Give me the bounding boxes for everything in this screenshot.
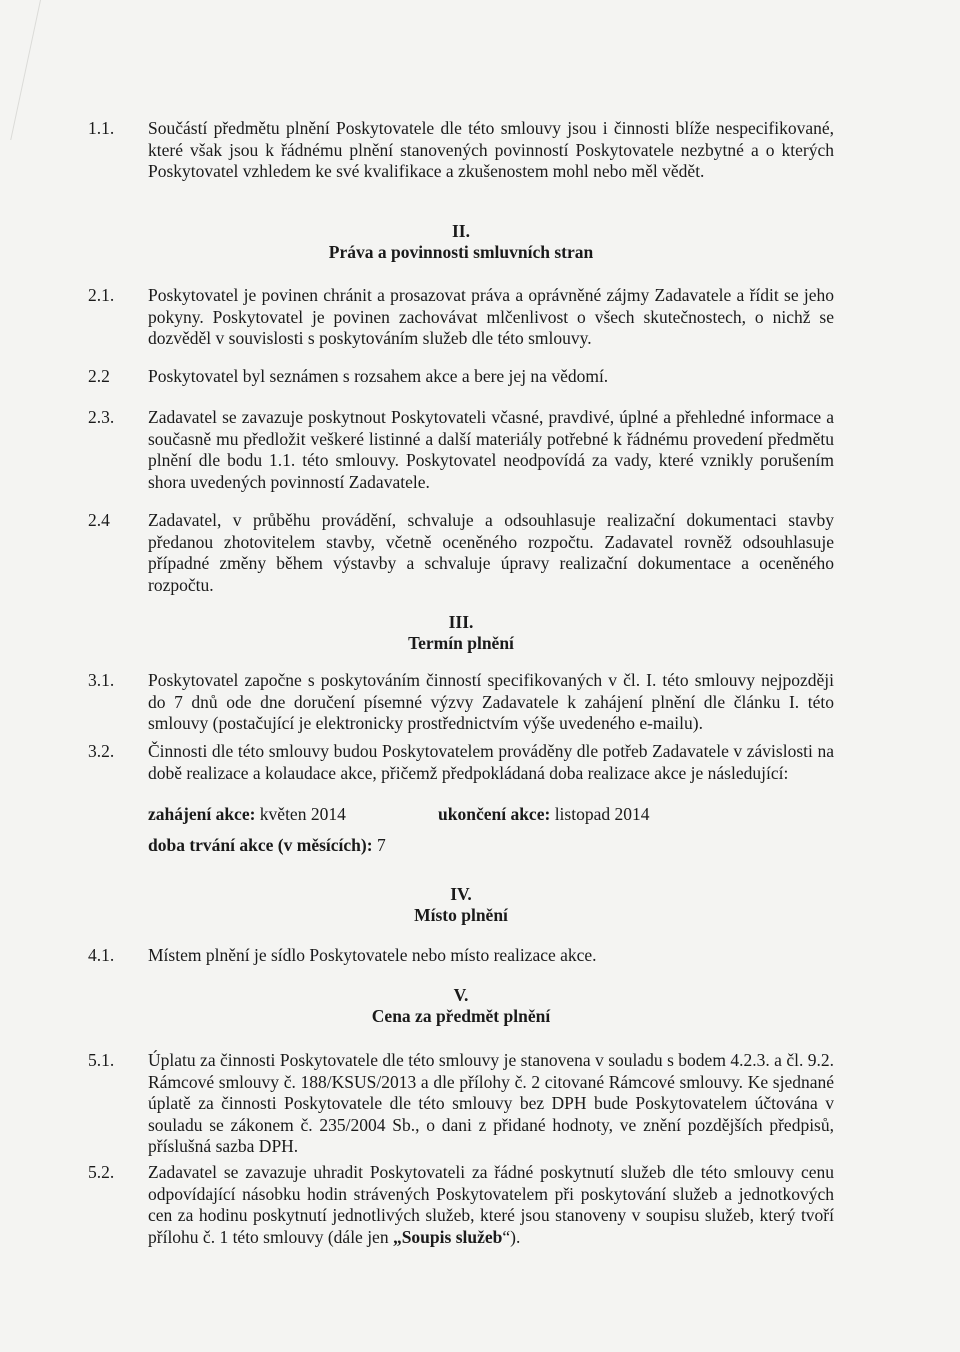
paragraph-number: 4.1.	[88, 945, 115, 965]
paragraph-number: 2.3.	[88, 407, 115, 427]
section-number: II.	[452, 221, 470, 241]
soupis-sluzeb-term: „Soupis služeb	[392, 1226, 503, 1247]
paragraph-number: 2.1.	[88, 285, 115, 305]
section-heading-2	[88, 221, 834, 263]
duration-label: doba trvání akce (v měsících):	[148, 835, 373, 855]
section-title: Místo plnění	[414, 905, 508, 925]
paragraph-2-1	[88, 285, 834, 350]
paragraph-3-2	[88, 741, 834, 784]
paragraph-text: Zadavatel se zavazuje poskytnout Poskytovateli včasné, pravdivé, úplné a přehledné informace a současně mu předložit veškeré listinné a další materiály potřebné k řádnému provedení předmětu plnění dle bodu 1.1. této smlouvy. Poskytovatel neodpovídá za vady, které vznikly porušením shora uvedených povinností Zadavatele.	[148, 407, 834, 492]
start-value: květen 2014	[259, 804, 346, 824]
section-number: IV.	[450, 884, 472, 904]
paragraph-5-2	[88, 1162, 834, 1248]
paragraph-number: 3.1.	[88, 670, 115, 690]
paragraph-3-1	[88, 670, 834, 735]
paragraph-text: Místem plnění je sídlo Poskytovatele nebo místo realizace akce.	[148, 945, 597, 965]
paragraph-text: Činnosti dle této smlouvy budou Poskytovatelem prováděny dle potřeb Zadavatele v závislosti na době realizace a kolaudace akce, přičemž předpokládaná doba realizace akce je následující:	[148, 741, 834, 783]
section-number: III.	[448, 612, 474, 632]
paragraph-5-1	[88, 1050, 834, 1158]
end-label: ukončení akce:	[438, 804, 551, 824]
paragraph-2-2	[88, 366, 834, 388]
paragraph-1-1	[88, 118, 834, 183]
paragraph-2-4	[88, 510, 834, 596]
start-label: zahájení akce:	[148, 804, 256, 824]
paragraph-number: 2.2	[88, 366, 110, 386]
section-title: Práva a povinnosti smluvních stran	[328, 242, 594, 262]
section-heading-3	[88, 612, 834, 654]
paragraph-text: Poskytovatel je povinen chránit a prosazovat práva a oprávněné zájmy Zadavatele a řídit se jeho pokyny. Poskytovatel je povinen zachovávat mlčenlivost o všech skutečnostech, o nichž se dozvěděl v souvislosti s poskytováním služeb dle této smlouvy.	[148, 285, 834, 348]
paragraph-4-1	[88, 945, 834, 967]
paragraph-number: 1.1.	[88, 118, 115, 138]
paragraph-text	[148, 1162, 834, 1248]
paragraph-2-3	[88, 407, 834, 493]
schedule-row	[148, 804, 848, 825]
paragraph-text: Poskytovatel započne s poskytováním činností specifikovaných v čl. I. této smlouvy nejpozději do 7 dnů ode dne doručení písemné výzvy Zadavatele k zahájení plnění dle článku I. této smlouvy (postačující je elektronicky prostřednictvím výše uvedeného e-mailu).	[148, 670, 834, 733]
paragraph-number: 3.2.	[88, 741, 115, 761]
duration-row	[148, 835, 848, 856]
paragraph-number: 5.2.	[88, 1162, 115, 1182]
section-heading-4	[88, 884, 834, 926]
paragraph-text: Úplatu za činnosti Poskytovatele dle této smlouvy je stanovena v souladu s bodem 4.2.3. a čl. 9.2. Rámcové smlouvy č. 188/KSUS/2013 a dle přílohy č. 2 citované Rámcové smlouvy. Ke sjednané úplatě za činnosti Poskytovatele dle této smlouvy bez DPH bude Poskytovatelem účtována v souladu se zákonem č. 235/2004 Sb., o dani z přidané hodnoty, ve znění pozdějších předpisů, příslušná sazba DPH.	[148, 1050, 834, 1156]
duration-value: 7	[376, 835, 386, 855]
end-value: listopad 2014	[554, 804, 650, 824]
section-heading-5	[88, 985, 834, 1027]
paragraph-number: 5.1.	[88, 1050, 115, 1070]
paragraph-text: Součástí předmětu plnění Poskytovatele dle této smlouvy jsou i činnosti blíže nespecifikované, které však jsou k řádnému plnění stanovených povinností Poskytovatele nezbytné a o kterých Poskytovatel vzhledem ke své kvalifikace a zkušenostem mohl nebo měl vědět.	[148, 118, 834, 181]
paragraph-number: 2.4	[88, 510, 110, 530]
section-title: Cena za předmět plnění	[371, 1006, 551, 1026]
section-title: Termín plnění	[408, 633, 514, 653]
paragraph-text: Poskytovatel byl seznámen s rozsahem akce a bere jej na vědomí.	[148, 366, 609, 386]
scan-edge-mark	[0, 0, 41, 140]
paragraph-text: Zadavatel, v průběhu provádění, schvaluje a odsouhlasuje realizační dokumentaci stavby předanou zhotovitelem stavby, včetně oceněného rozpočtu. Zadavatel rovněž odsouhlasuje případné změny během výstavby a schvaluje úpravy realizační dokumentace a oceněného rozpočtu.	[148, 510, 834, 595]
end-group	[438, 804, 649, 825]
section-number: V.	[453, 985, 469, 1005]
paragraph-text-main: Zadavatel se zavazuje uhradit Poskytovateli za řádné poskytnutí služeb dle této smlouvy cenu odpovídající násobku hodin strávených Poskytovatelem při poskytování služeb a jednotkových cen za hodinu poskytnutí jednotlivých služeb, které jsou stanoveny v soupisu služeb, který tvoří přílohu č. 1 této smlouvy (dále jen	[148, 1162, 834, 1247]
paragraph-text-end: “).	[502, 1226, 521, 1247]
